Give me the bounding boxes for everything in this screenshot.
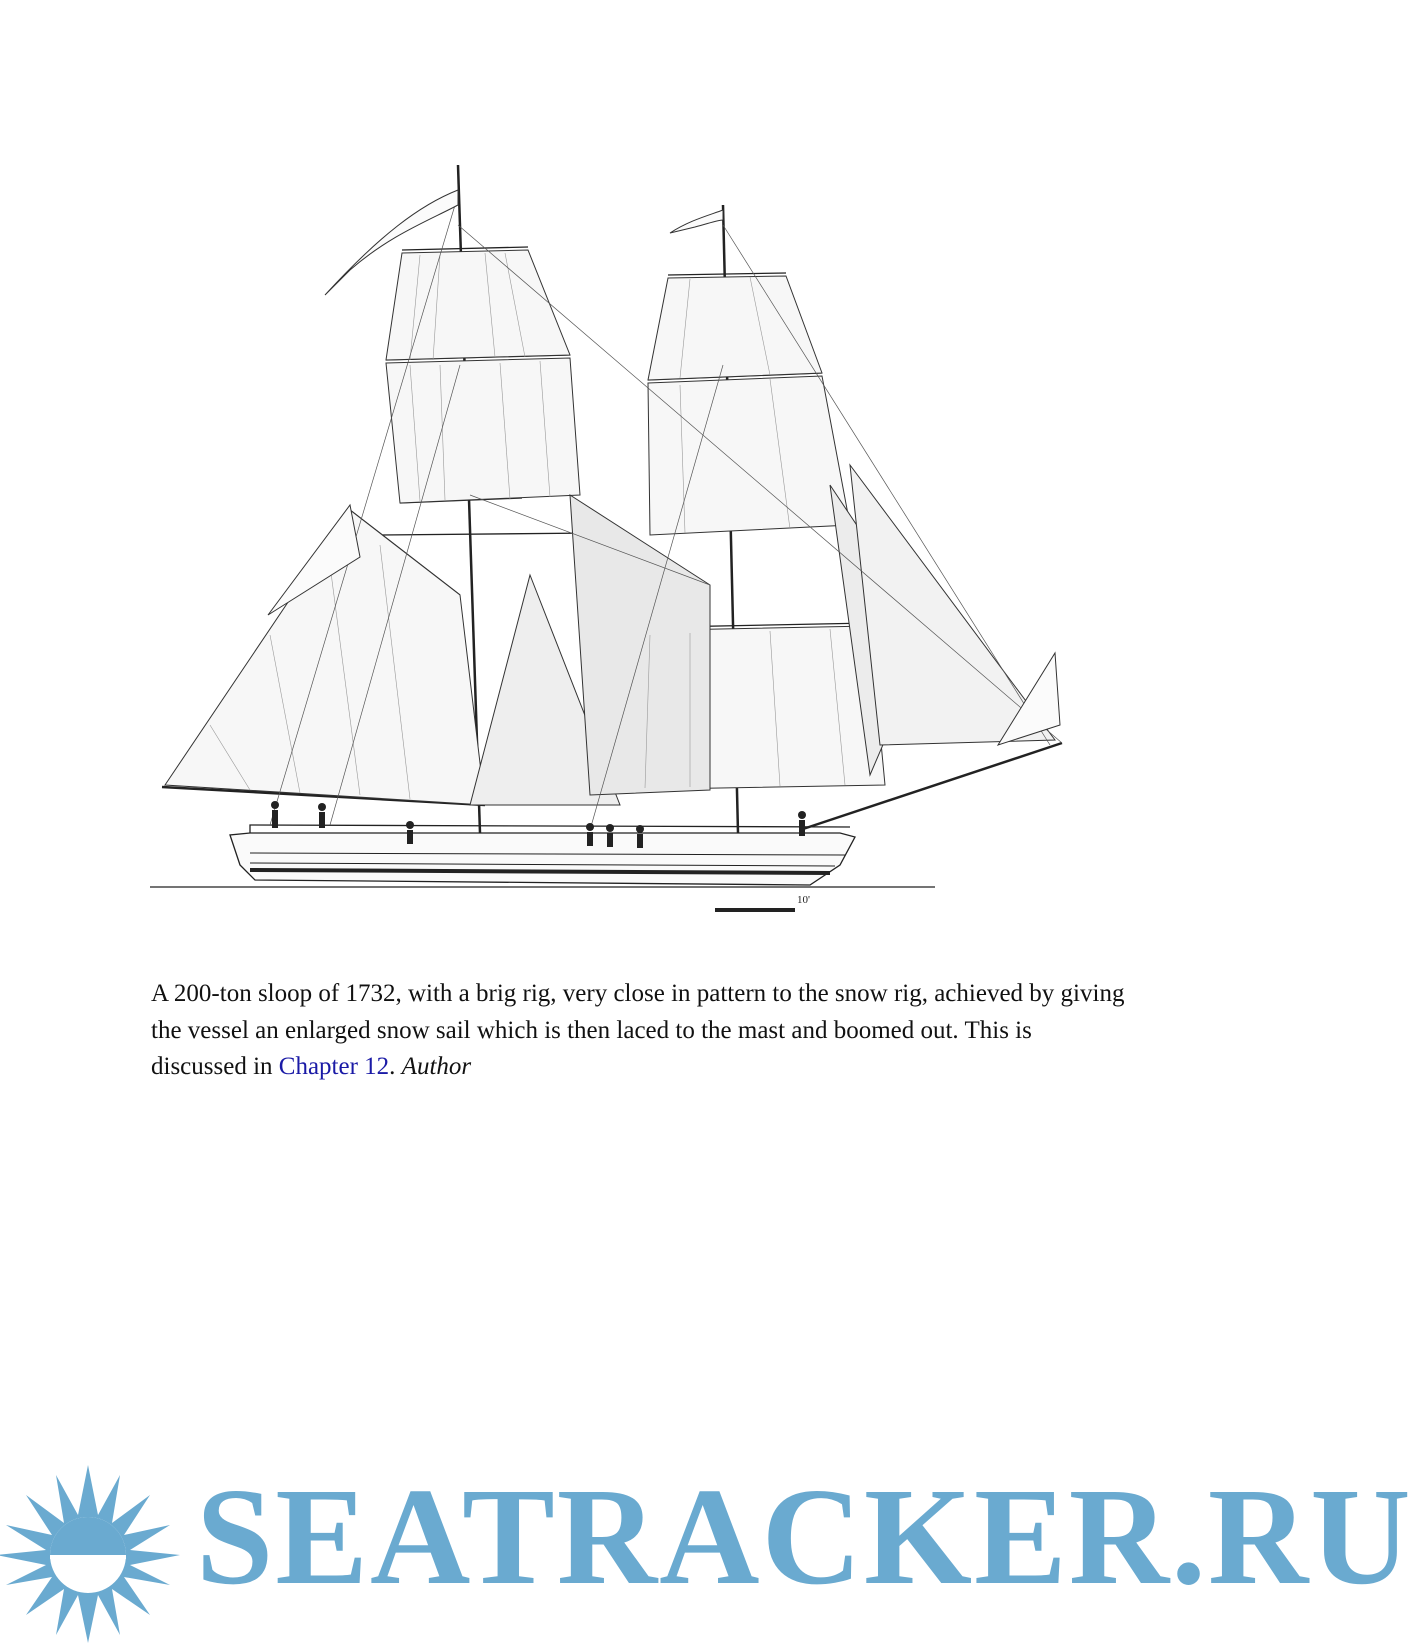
chapter-link[interactable]: Chapter 12 [278, 1053, 390, 1080]
fore-pennant [670, 210, 723, 233]
scale-bar [715, 894, 810, 912]
ship-illustration [150, 165, 1125, 965]
main-staysail [570, 495, 710, 795]
caption-text: A 200-ton sloop of 1732, with a brig rig, very close in pattern to the snow rig, achieved by giving the vessel an enlarged snow sail which is then laced to the mast and boomed out. This is discussed in [151, 980, 1125, 1080]
scale-label: 10' [797, 894, 810, 906]
brig-sloop-drawing [150, 165, 1125, 965]
figure-caption [151, 976, 1126, 1086]
fore-topsail [648, 376, 850, 535]
watermark-text: SEATRACKER.RU [196, 1460, 1413, 1614]
caption-credit: Author [401, 1053, 472, 1080]
caption-separator: . [389, 1053, 402, 1080]
fore-topgallant [648, 276, 822, 380]
hull [230, 833, 855, 885]
